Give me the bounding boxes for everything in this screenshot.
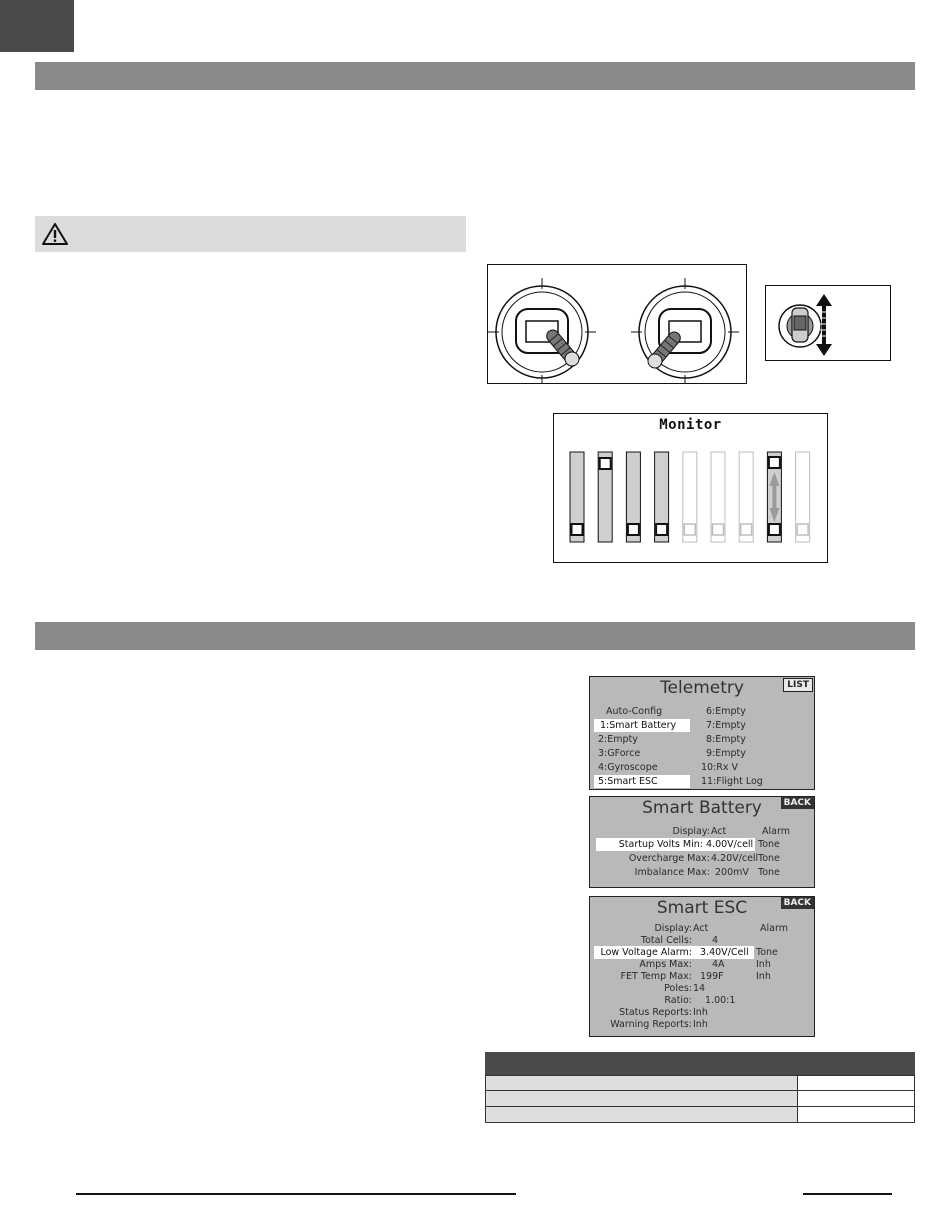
warning-box: [35, 216, 466, 252]
left-gimbal-icon: [488, 278, 596, 383]
esc-status-reports-label: Status Reports:: [619, 1007, 692, 1018]
telemetry-item-2[interactable]: 2:Empty: [598, 734, 638, 745]
channel-marker-9: [797, 524, 808, 535]
table-header: [485, 1052, 915, 1075]
esc-amps-max-value[interactable]: 4A: [712, 959, 725, 970]
back-button[interactable]: BACK: [781, 797, 814, 809]
smart-battery-title: Smart Battery: [642, 798, 762, 818]
telemetry-item-7[interactable]: 7:Empty: [706, 720, 746, 731]
esc-poles-value[interactable]: 14: [693, 983, 706, 994]
smart-esc-title: Smart ESC: [656, 898, 748, 918]
smart-battery-screen: [589, 796, 815, 888]
battery-overcharge-alarm[interactable]: Tone: [758, 853, 780, 864]
channel-marker-1: [572, 524, 583, 535]
right-gimbal-icon: [631, 278, 739, 383]
esc-display-value[interactable]: Act: [693, 923, 709, 934]
battery-startup-volts-alarm[interactable]: Tone: [758, 839, 780, 850]
footer-rule-right: [803, 1193, 892, 1195]
battery-startup-volts-row[interactable]: [596, 838, 755, 851]
battery-startup-volts-label: Startup Volts Min:: [618, 839, 703, 850]
battery-imbalance-value[interactable]: 200mV: [715, 867, 749, 878]
telemetry-item-5[interactable]: 5:Smart ESC: [594, 775, 690, 788]
specs-table: [485, 1052, 915, 1123]
telemetry-item-9[interactable]: 9:Empty: [706, 748, 746, 759]
esc-low-voltage-alarm[interactable]: Tone: [756, 947, 778, 958]
toggle-switch-icon: [766, 286, 890, 360]
channel-marker-2: [600, 458, 611, 469]
battery-display-value[interactable]: Act: [711, 826, 727, 837]
smart-esc-screen: [589, 896, 815, 1037]
monitor-channel-bars: [554, 414, 827, 562]
esc-low-voltage-label: Low Voltage Alarm:: [600, 947, 692, 958]
esc-amps-max-label: Amps Max:: [639, 959, 692, 970]
esc-fet-temp-value[interactable]: 199F: [700, 971, 724, 982]
channel-marker-6: [713, 524, 724, 535]
battery-overcharge-label: Overcharge Max:: [628, 853, 710, 864]
table-row: [485, 1107, 915, 1123]
esc-warning-reports-label: Warning Reports:: [610, 1019, 692, 1030]
channel-marker-bottom-8: [769, 524, 780, 535]
esc-fet-temp-alarm[interactable]: Inh: [756, 971, 771, 982]
battery-alarm-header: Alarm: [762, 826, 790, 837]
esc-ratio-label: Ratio:: [664, 995, 692, 1006]
warning-icon: [41, 222, 69, 246]
telemetry-item-1[interactable]: 1:Smart Battery: [594, 719, 690, 732]
esc-status-reports-value[interactable]: Inh: [693, 1007, 708, 1018]
telemetry-item-4[interactable]: 4:Gyroscope: [598, 762, 658, 773]
table-row: [485, 1075, 915, 1091]
esc-fet-temp-label: FET Temp Max:: [620, 971, 692, 982]
esc-total-cells-label: Total Cells:: [640, 935, 692, 946]
channel-marker-3: [628, 524, 639, 535]
esc-display-label: Display:: [654, 923, 692, 934]
telemetry-title: Telemetry: [660, 678, 744, 698]
esc-total-cells-value[interactable]: 4: [712, 935, 719, 946]
esc-poles-label: Poles:: [664, 983, 692, 994]
esc-warning-reports-value[interactable]: Inh: [693, 1019, 708, 1030]
esc-alarm-header: Alarm: [760, 923, 788, 934]
channel-marker-top-8: [769, 457, 780, 468]
telemetry-item-3[interactable]: 3:GForce: [598, 748, 641, 759]
channel-marker-4: [656, 524, 667, 535]
telemetry-item-11[interactable]: 11:Flight Log: [701, 776, 763, 787]
battery-display-label: Display:: [672, 826, 710, 837]
corner-tab: [0, 0, 74, 52]
channel-marker-5: [684, 524, 695, 535]
monitor-title: Monitor: [659, 417, 722, 433]
gimbal-sticks-illustration: [487, 264, 747, 384]
channel-marker-7: [741, 524, 752, 535]
footer-rule-left: [76, 1193, 516, 1195]
monitor-screen: [553, 413, 828, 563]
back-button[interactable]: BACK: [781, 897, 814, 909]
list-button[interactable]: LIST: [783, 678, 813, 692]
battery-overcharge-value[interactable]: 4.20V/cell: [711, 853, 759, 864]
section-header-bar-2: [35, 622, 915, 650]
battery-startup-volts-value[interactable]: 4.00V/cell: [706, 839, 754, 850]
table-row: [485, 1091, 915, 1107]
telemetry-item-6[interactable]: 6:Empty: [706, 706, 746, 717]
telemetry-screen: [589, 676, 815, 790]
toggle-switch-illustration: [765, 285, 891, 361]
esc-amps-max-alarm[interactable]: Inh: [756, 959, 771, 970]
esc-ratio-value[interactable]: 1.00:1: [705, 995, 736, 1006]
telemetry-item-10[interactable]: 10:Rx V: [701, 762, 739, 773]
telemetry-item-8[interactable]: 8:Empty: [706, 734, 746, 745]
telemetry-item-auto-config[interactable]: Auto-Config: [606, 706, 663, 717]
section-header-bar-1: [35, 62, 915, 90]
esc-low-voltage-value[interactable]: 3.40V/Cell: [700, 947, 749, 958]
battery-imbalance-label: Imbalance Max:: [634, 867, 710, 878]
battery-imbalance-alarm[interactable]: Tone: [758, 867, 780, 878]
